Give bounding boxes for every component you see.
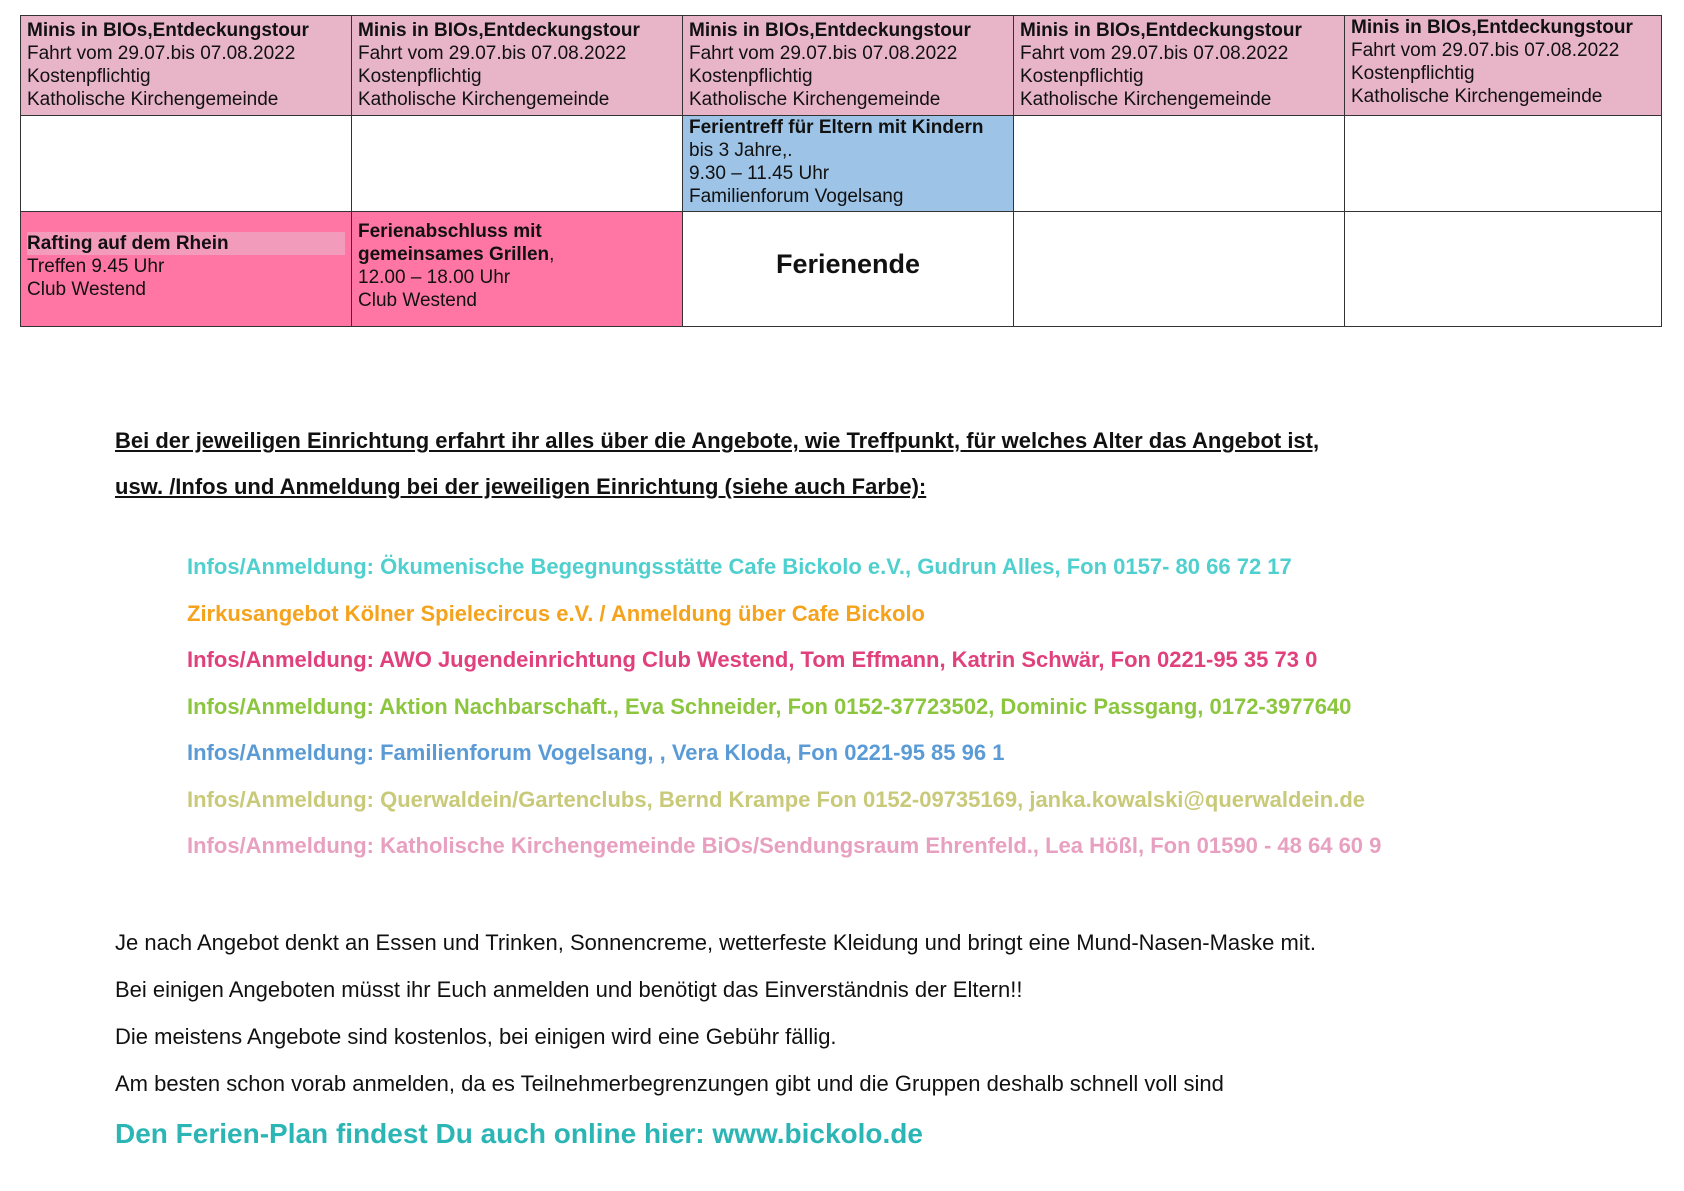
event-line: bis 3 Jahre,. [689,140,793,161]
event-cell [683,16,1014,116]
note-line: Am besten schon vorab anmelden, da es Teilnehmerbegrenzungen gibt und die Gruppen deshalb schnell voll sind [115,1071,1224,1096]
event-line: Katholische Kirchengemeinde [27,89,279,110]
event-cell [683,116,1014,212]
intro-text [115,418,1635,510]
event-title: Minis in BIOs,Entdeckungstour [27,20,309,41]
event-title: Rafting auf dem Rhein [27,232,345,255]
event-title: Minis in BIOs,Entdeckungstour [689,20,971,41]
event-line: Fahrt vom 29.07.bis 07.08.2022 [1020,43,1289,64]
event-line: Katholische Kirchengemeinde [1351,86,1603,107]
event-line: Kostenpflichtig [358,66,482,87]
event-line: Club Westend [27,279,146,300]
contact-line: Infos/Anmeldung: Querwaldein/Gartenclubs, Bernd Krampe Fon 0152-09735169, janka.kowalski@querwaldein.de [187,786,1366,812]
intro-line: Bei der jeweiligen Einrichtung erfahrt ihr alles über die Angebote, wie Treffpunkt, für welches Alter das Angebot ist, [115,428,1320,453]
event-cell [352,16,683,116]
event-cell [1345,16,1662,116]
empty-cell [1014,212,1345,327]
empty-cell [1345,116,1662,212]
event-cell [683,212,1014,327]
event-line: Katholische Kirchengemeinde [689,89,941,110]
event-title: Minis in BIOs,Entdeckungstour [358,20,640,41]
empty-cell [1345,212,1662,327]
event-line: 9.30 – 11.45 Uhr [689,163,830,184]
event-line: Katholische Kirchengemeinde [358,89,610,110]
event-line: Fahrt vom 29.07.bis 07.08.2022 [689,43,958,64]
note-line: Die meistens Angebote sind kostenlos, bei einigen wird eine Gebühr fällig. [115,1024,837,1049]
contact-line: Infos/Anmeldung: Familienforum Vogelsang, , Vera Kloda, Fon 0221-95 85 96 1 [187,740,1005,765]
intro-line: usw. /Infos und Anmeldung bei der jeweiligen Einrichtung (siehe auch Farbe): [115,474,927,499]
contact-line: Infos/Anmeldung: Katholische Kirchengemeinde BiOs/Sendungsraum Ehrenfeld., Lea Hößl, Fon 01590 - 48 64 60 9 [187,833,1382,858]
note-line: Bei einigen Angeboten müsst ihr Euch anmelden und benötigt das Einverständnis der Eltern!! [115,977,1023,1002]
empty-cell [21,116,352,212]
contact-list [187,554,1667,880]
event-line: Kostenpflichtig [27,66,151,87]
event-line: Club Westend [358,290,477,311]
event-cell [21,16,352,116]
event-line: Katholische Kirchengemeinde [1020,89,1272,110]
event-cell [352,212,683,327]
contact-line: Zirkusangebot Kölner Spielecircus e.V. / Anmeldung über Cafe Bickolo [187,600,925,626]
event-line: 12.00 – 18.00 Uhr [358,267,511,288]
schedule-row-1 [21,16,1662,116]
contact-line: Infos/Anmeldung: AWO Jugendeinrichtung Club Westend, Tom Effmann, Katrin Schwär, Fon 0221-95 35 73 0 [187,647,1318,672]
event-title-line [358,243,676,266]
schedule-table [20,15,1662,327]
notes [115,930,1635,1118]
event-line: Fahrt vom 29.07.bis 07.08.2022 [27,43,296,64]
empty-cell [352,116,683,212]
event-title: Ferientreff für Eltern mit Kindern [689,117,984,138]
ferienende-label: Ferienende [775,249,921,279]
event-line: Fahrt vom 29.07.bis 07.08.2022 [1351,40,1620,61]
event-title: Minis in BIOs,Entdeckungstour [1351,17,1633,38]
event-title-suffix: , [549,244,555,265]
schedule-row-3 [21,212,1662,327]
event-line: Kostenpflichtig [1020,66,1144,87]
event-line: Kostenpflichtig [689,66,813,87]
contact-line: Infos/Anmeldung: Ökumenische Begegnungsstätte Cafe Bickolo e.V., Gudrun Alles, Fon 0157- 80 66 72 17 [187,554,1292,579]
online-link[interactable]: Den Ferien-Plan findest Du auch online hier: www.bickolo.de [115,1118,923,1149]
event-title: Minis in BIOs,Entdeckungstour [1020,20,1302,41]
event-line: Kostenpflichtig [1351,63,1475,84]
event-title: Ferienabschluss mit [358,221,542,242]
event-line: Treffen 9.45 Uhr [27,256,165,277]
event-cell [21,212,352,327]
event-line: Familienforum Vogelsang [689,186,904,207]
empty-cell [1014,116,1345,212]
event-title: gemeinsames Grillen [358,244,550,265]
contact-line: Infos/Anmeldung: Aktion Nachbarschaft., Eva Schneider, Fon 0152-37723502, Dominic Passgang, 0172-3977640 [187,693,1352,719]
note-line: Je nach Angebot denkt an Essen und Trinken, Sonnencreme, wetterfeste Kleidung und bringt eine Mund-Nasen-Maske mit. [115,930,1316,955]
schedule-row-2 [21,116,1662,212]
event-line: Fahrt vom 29.07.bis 07.08.2022 [358,43,627,64]
event-cell [1014,16,1345,116]
